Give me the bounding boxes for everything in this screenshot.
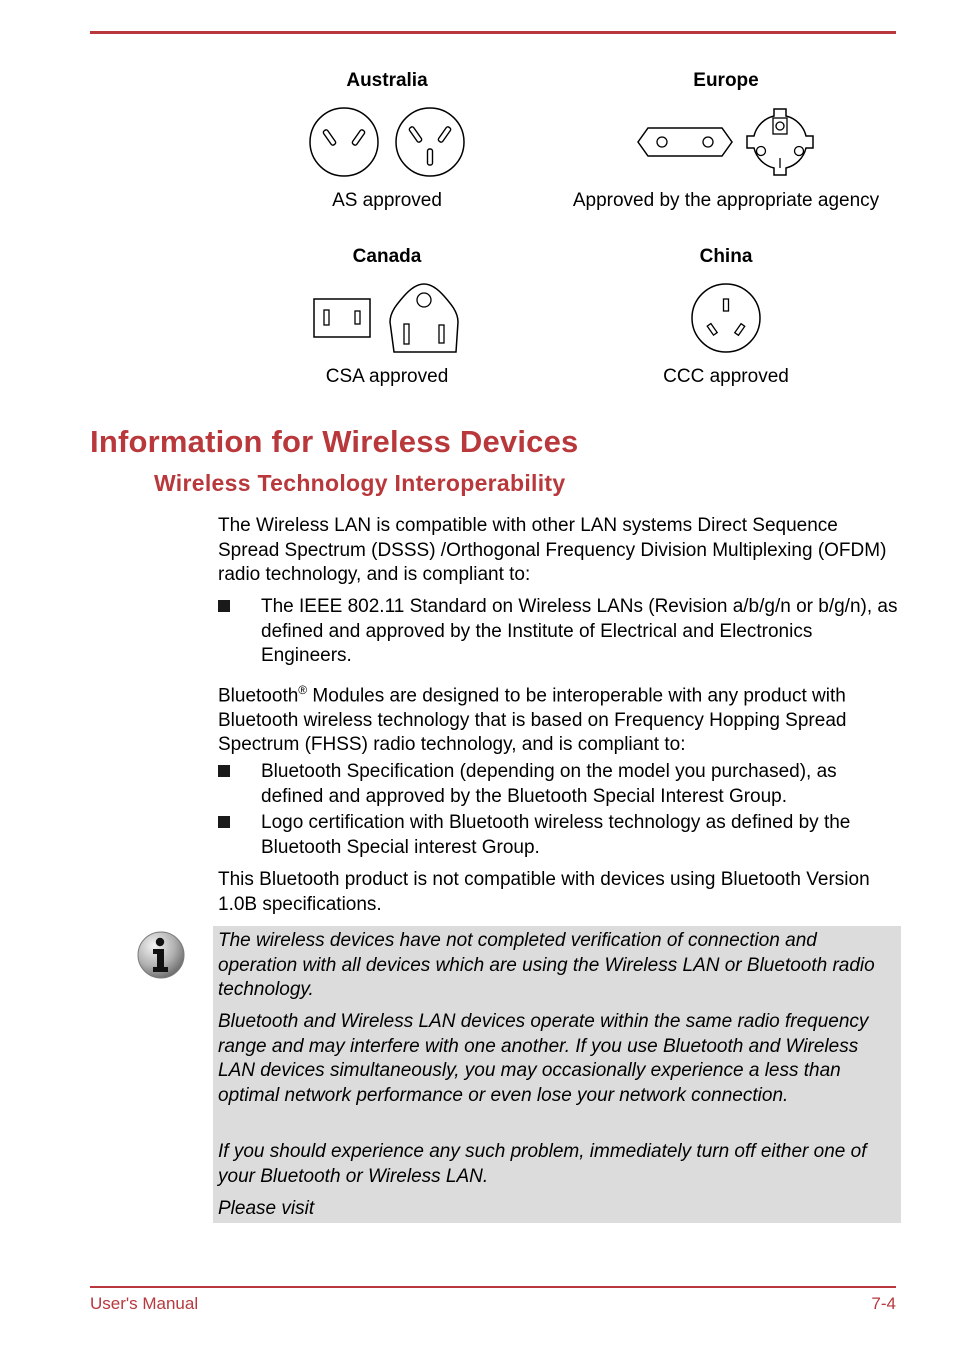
info-icon — [136, 930, 186, 980]
region-name: Canada — [352, 246, 422, 267]
canada-plug-3pin-icon — [386, 282, 462, 354]
plug-images — [566, 277, 886, 359]
region-canada — [227, 245, 547, 389]
plug-images — [566, 101, 886, 183]
region-caption: AS approved — [332, 190, 442, 211]
note-paragraph: If you should experience any such problem, immediately turn off either one of your Bluetooth or Wireless LAN. — [218, 1141, 867, 1187]
footer-title: User's Manual — [90, 1294, 199, 1313]
plug-images — [227, 101, 547, 183]
note-paragraph: Bluetooth and Wireless LAN devices operate within the same radio frequency range and may interfere with one another. If you use Bluetooth and Wireless LAN devices simultaneously, you may occasionally experience a less than optimal network performance or even lose your network connection. — [218, 1011, 869, 1106]
section-heading: Information for Wireless Devices — [90, 424, 579, 459]
list-item — [218, 811, 898, 860]
registered-mark: ® — [298, 683, 308, 697]
paragraph-rest: Modules are designed to be interoperable with any product with Bluetooth wireless technology that is based on Frequency Hopping Spread Spectrum (FHSS) radio technology, and is compliant to: — [218, 685, 847, 756]
list-item-text: The IEEE 802.11 Standard on Wireless LANs (Revision a/b/g/n or b/g/n), as defined and approved by the Institute of Electrical and Electronics Engineers. — [261, 596, 898, 666]
region-caption: Approved by the appropriate agency — [572, 190, 880, 211]
region-name: China — [699, 246, 753, 267]
paragraph-bluetooth — [218, 678, 898, 758]
paragraph-compat — [218, 868, 898, 917]
footer-rule — [90, 1286, 896, 1288]
region-europe — [566, 69, 886, 213]
region-australia — [227, 69, 547, 213]
region-caption: CSA approved — [325, 366, 449, 387]
region-china — [566, 245, 886, 389]
paragraph-text: The Wireless LAN is compatible with other LAN systems Direct Sequence Spread Spectrum (DSSS) /Orthogonal Frequency Division Multiplexing (OFDM) radio technology, and is compliant to: — [218, 515, 887, 585]
paragraph-text — [218, 678, 898, 758]
paragraph-wlan — [218, 514, 898, 588]
plug-images — [227, 277, 547, 359]
note-paragraph: The wireless devices have not completed verification of connection and operation with all devices which are using the Wireless LAN or Bluetooth radio technology. — [218, 930, 875, 1000]
list-item-text: Bluetooth Specification (depending on the model you purchased), as defined and approved by the Bluetooth Special Interest Group. — [261, 761, 837, 807]
page-number: 7-4 — [871, 1294, 896, 1313]
region-caption: CCC approved — [663, 366, 789, 387]
list-item — [218, 595, 898, 669]
list-item-text: Logo certification with Bluetooth wireless technology as defined by the Bluetooth Special interest Group. — [261, 812, 851, 858]
list-item — [218, 760, 898, 809]
paragraph-start: Bluetooth — [218, 685, 299, 707]
region-name: Europe — [693, 70, 759, 91]
bullet-square-icon — [218, 600, 230, 612]
bullet-square-icon — [218, 816, 230, 828]
australia-plug-3pin-icon — [394, 106, 466, 178]
paragraph-text: This Bluetooth product is not compatible with devices using Bluetooth Version 1.0B specifications. — [218, 869, 870, 915]
bullet-square-icon — [218, 765, 230, 777]
note-paragraph: Please visit — [218, 1198, 315, 1219]
region-name: Australia — [346, 70, 428, 91]
china-plug-3pin-icon — [690, 282, 762, 354]
canada-plug-2pin-icon — [312, 297, 372, 339]
section-subheading: Wireless Technology Interoperability — [154, 470, 566, 496]
europe-plug-schuko-icon — [744, 106, 816, 178]
australia-plug-2pin-icon — [308, 106, 380, 178]
header-rule — [90, 31, 896, 34]
europe-plug-flat-icon — [636, 122, 734, 162]
